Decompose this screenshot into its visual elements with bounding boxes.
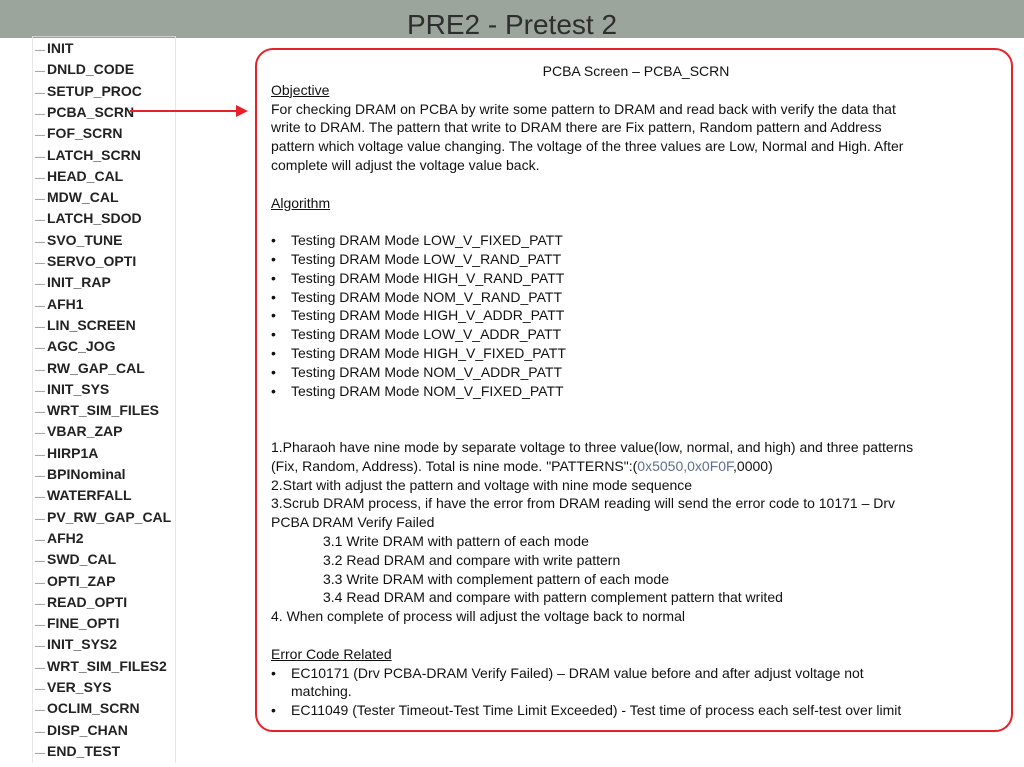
tree-connector: — [35, 258, 45, 269]
tree-item-label: BPINominal [47, 466, 126, 482]
tree-item-label: DNLD_CODE [47, 61, 135, 78]
tree-connector: — [35, 236, 45, 248]
note-1-cont: (Fix, Random, Address). Total is nine mode. "PATTERNS":(0x5050,0x0F0F,0000) [271, 457, 773, 474]
tree-item [35, 230, 122, 250]
note-1: 1.Pharaoh have nine mode by separate voltage to three value(low, normal, and high) and three patterns [271, 438, 914, 455]
tree-item-label: DISP_CHAN [47, 721, 128, 738]
tree-item-label: PCBA_SCRN [47, 103, 135, 120]
tree-connector: — [35, 449, 45, 461]
tree-item [35, 720, 128, 740]
tree-item-label: OCLIM_SCRN [47, 700, 140, 717]
note-3-cont: PCBA DRAM Verify Failed [271, 514, 435, 531]
tree-connector: — [35, 620, 45, 632]
tree-item-label: AFH1 [47, 295, 84, 312]
tree-item-label: OPTI_ZAP [47, 572, 116, 589]
tree-item [35, 272, 111, 292]
tree-item [35, 443, 98, 463]
algorithm-item: • Testing DRAM Mode LOW_V_ADDR_PATT [271, 325, 1001, 344]
tree-connector: — [35, 279, 45, 291]
tree-connector: — [35, 684, 45, 695]
tree-item [35, 741, 120, 761]
tree-item-label: INIT_SYS [47, 380, 110, 397]
algorithm-item: • Testing DRAM Mode NOM_V_RAND_PATT [271, 288, 1001, 307]
tree-item-label: AGC_JOG [47, 338, 116, 355]
test-sequence-tree [32, 36, 176, 763]
tree-item-label: END_TEST [47, 742, 121, 759]
tree-item [35, 528, 84, 548]
tree-item-label: SWD_CAL [47, 551, 117, 568]
tree-item [35, 485, 132, 505]
algorithm-item: • Testing DRAM Mode HIGH_V_RAND_PATT [271, 269, 1001, 288]
algorithm-item: • Testing DRAM Mode NOM_V_ADDR_PATT [271, 363, 1001, 382]
algorithm-heading: Algorithm [271, 194, 331, 211]
tree-item [35, 613, 119, 633]
note-2: 2.Start with adjust the pattern and voltage with nine mode sequence [271, 476, 693, 493]
objective-line: pattern which voltage value changing. The voltage of the three values are Low, Normal and High. After [271, 138, 904, 155]
tree-connector: — [35, 705, 45, 717]
tree-item [35, 400, 159, 420]
tree-connector: — [35, 747, 45, 759]
tree-connector: — [35, 407, 45, 419]
tree-item-label: INIT_RAP [47, 274, 111, 291]
pattern-hex-values: 0x5050,0x0F0F [637, 457, 734, 474]
arrow-icon [130, 104, 248, 118]
note-3: 3.Scrub DRAM process, if have the error from DRAM reading will send the error code to 10171 – Drv [271, 495, 896, 512]
tree-connector: — [35, 513, 45, 525]
tree-connector: — [35, 471, 45, 482]
tree-connector: — [35, 343, 45, 355]
sub-step: 3.4 Read DRAM and compare with pattern complement pattern that writed [323, 589, 783, 606]
algorithm-item: • Testing DRAM Mode LOW_V_RAND_PATT [271, 250, 1001, 269]
tree-connector: — [35, 87, 45, 99]
tree-item [35, 251, 136, 271]
objective-line: write to DRAM. The pattern that write to DRAM there are Fix pattern, Random pattern and Address [271, 119, 882, 136]
objective-heading: Objective [271, 81, 330, 98]
tree-connector: — [35, 321, 45, 333]
tree-connector: — [35, 534, 45, 546]
tree-connector: — [35, 300, 45, 312]
algorithm-item: • Testing DRAM Mode HIGH_V_ADDR_PATT [271, 306, 1001, 325]
tree-item [35, 187, 119, 207]
tree-item [35, 166, 123, 186]
tree-item [35, 59, 134, 79]
error-item-2: • EC11049 (Tester Timeout-Test Time Limit Exceeded) - Test time of process each self-test over limit [271, 701, 1001, 720]
tree-connector: — [35, 194, 45, 206]
tree-item-label: SETUP_PROC [47, 82, 142, 99]
tree-item [35, 571, 115, 591]
sub-step: 3.2 Read DRAM and compare with write pattern [323, 551, 621, 568]
panel-heading: PCBA Screen – PCBA_SCRN [542, 63, 730, 79]
tree-connector: — [35, 108, 45, 120]
tree-connector: — [35, 215, 45, 227]
tree-item [35, 698, 140, 718]
tree-item-label: HIRP1A [47, 444, 99, 461]
tree-item [35, 208, 142, 228]
tree-item [35, 145, 141, 165]
tree-item [35, 656, 167, 676]
tree-item [35, 379, 109, 399]
tree-item [35, 549, 116, 569]
tree-connector: — [35, 598, 45, 610]
tree-item-label: LATCH_SCRN [47, 146, 141, 163]
page-title: PRE2 - Pretest 2 [406, 9, 618, 40]
tree-item-label: LIN_SCREEN [47, 316, 136, 333]
objective-line: complete will adjust the voltage value back. [271, 156, 540, 173]
tree-item [35, 294, 84, 314]
tree-item [35, 123, 122, 143]
tree-item-label: INIT_SYS2 [47, 636, 118, 653]
tree-connector: — [35, 556, 45, 568]
tree-connector: — [35, 662, 45, 674]
algorithm-item: • Testing DRAM Mode HIGH_V_FIXED_PATT [271, 344, 1001, 363]
tree-item [35, 358, 145, 378]
tree-item-label: WATERFALL [47, 487, 132, 504]
tree-connector: — [35, 130, 45, 142]
tree-connector: — [35, 726, 45, 738]
tree-item [35, 464, 126, 484]
tree-connector: — [35, 492, 45, 504]
tree-connector: — [35, 577, 45, 589]
tree-item [35, 315, 136, 335]
sub-step: 3.1 Write DRAM with pattern of each mode [323, 532, 589, 549]
algorithm-item: • Testing DRAM Mode LOW_V_FIXED_PATT [271, 231, 1001, 250]
note-4: 4. When complete of process will adjust the voltage back to normal [271, 608, 685, 625]
tree-item-label: VER_SYS [47, 679, 112, 695]
tree-connector: — [35, 151, 45, 163]
tree-item-label: FOF_SCRN [47, 125, 123, 142]
panel-content [271, 62, 1001, 720]
algorithm-item: • Testing DRAM Mode NOM_V_FIXED_PATT [271, 382, 1001, 401]
tree-item [35, 677, 112, 697]
tree-connector: — [35, 428, 45, 440]
tree-connector: — [35, 364, 45, 376]
tree-item [35, 102, 134, 122]
tree-item-label: WRT_SIM_FILES [47, 402, 160, 419]
tree-item-label: READ_OPTI [47, 593, 128, 610]
error-item-1: • EC10171 (Drv PCBA-DRAM Verify Failed) – DRAM value before and after adjust voltage not matching. [271, 664, 1001, 702]
tree-item-label: INIT [47, 40, 74, 56]
tree-connector: — [35, 66, 45, 78]
tree-item-label: SERVO_OPTI [47, 253, 137, 269]
tree-item [35, 336, 115, 356]
tree-item-label: PV_RW_GAP_CAL [47, 508, 172, 525]
tree-item-label: LATCH_SDOD [47, 210, 142, 227]
tree-item [35, 507, 171, 527]
tree-connector: — [35, 641, 45, 653]
tree-connector: — [35, 385, 45, 397]
tree-item-label: HEAD_CAL [47, 167, 124, 184]
tree-item [35, 634, 117, 654]
tree-item-label: SVO_TUNE [47, 231, 123, 248]
tree-connector: — [35, 45, 45, 56]
tree-item [35, 421, 122, 441]
tree-item-label: WRT_SIM_FILES2 [47, 657, 167, 674]
tree-item-label: FINE_OPTI [47, 615, 120, 632]
error-code-heading: Error Code Related [271, 645, 392, 662]
tree-connector: — [35, 172, 45, 184]
tree-item [35, 38, 73, 58]
tree-item [35, 592, 127, 612]
tree-item-label: RW_GAP_CAL [47, 359, 145, 376]
sub-step: 3.3 Write DRAM with complement pattern of each mode [323, 570, 670, 587]
tree-item-label: MDW_CAL [47, 189, 119, 206]
tree-item-label: VBAR_ZAP [47, 423, 123, 440]
tree-item-label: AFH2 [47, 529, 84, 546]
tree-item [35, 81, 142, 101]
objective-line: For checking DRAM on PCBA by write some pattern to DRAM and read back with verify the data that [271, 100, 896, 117]
